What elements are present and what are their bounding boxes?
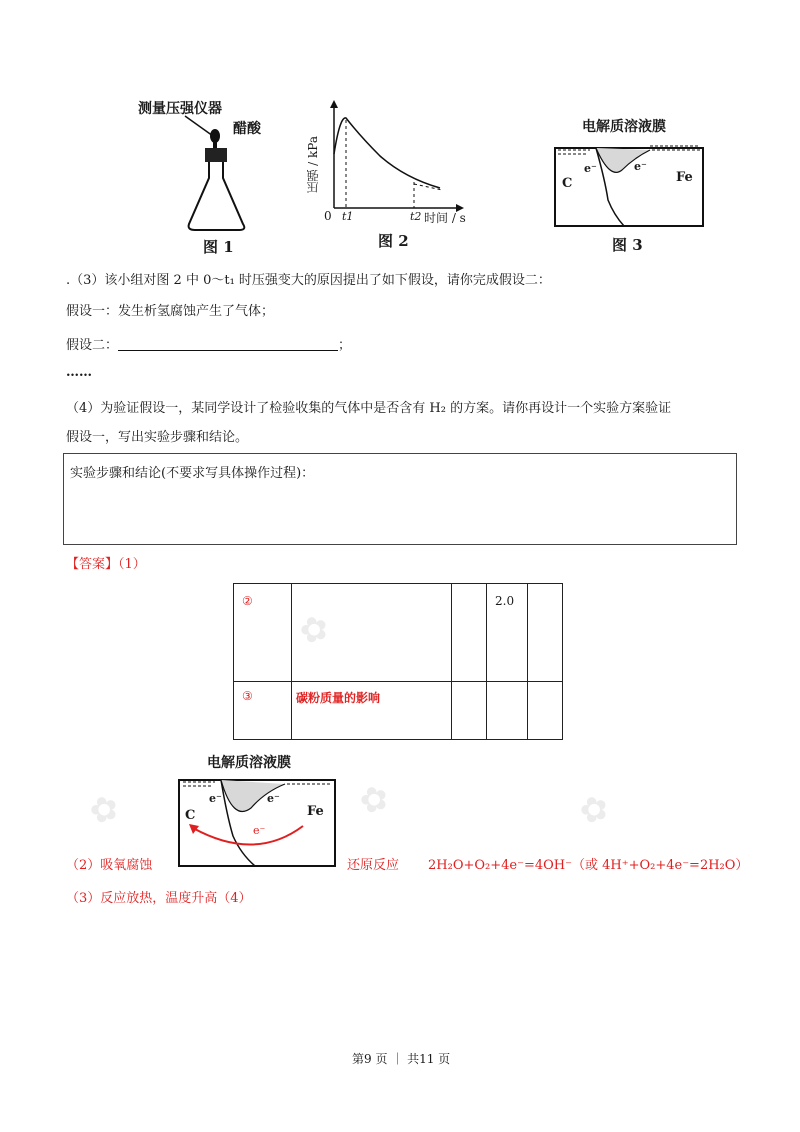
table-divider [234,681,562,682]
answer-2-left: （2）吸氧腐蚀 [66,858,153,873]
q3-ellipsis: …… [66,365,92,380]
fig2-xlabel: 时间 / s [424,211,466,225]
answer-fe-label: Fe [307,804,324,819]
table-divider [451,584,452,739]
answer-figure [175,752,340,870]
figure-2 [306,96,470,256]
q4-answer-box-label: 实验步骤和结论(不要求写具体操作过程)： [70,466,315,481]
answer-header: 【答案】（1） [66,557,146,572]
figure-3 [550,110,710,260]
table-row2-num: ③ [242,689,253,703]
watermark: ✿ [574,786,614,834]
answer-film-label: 电解质溶液膜 [207,755,291,771]
fig3-film-label: 电解质溶液膜 [582,119,666,135]
q3-intro: .（3）该小组对图 2 中 0～t₁ 时压强变大的原因提出了如下假设，请你完成假设二： [66,273,551,288]
answer-e1: e⁻ [209,792,222,805]
table-row1-num: ② [242,594,253,608]
fig1-caption: 图 1 [203,238,234,256]
watermark: ✿ [84,786,124,834]
fig2-t2: t2 [410,210,422,223]
answer-e3: e⁻ [253,824,266,837]
q3-hypothesis-2-label: 假设二： [66,338,119,353]
q3-hypothesis-2-blank[interactable] [118,336,338,351]
answer-3: （3）反应放热，温度升高（4） [66,891,252,906]
fig2-t1: t1 [342,210,354,223]
q3-hypothesis-1: 假设一：发生析氢腐蚀产生了气体； [66,304,275,319]
answer-table [233,583,563,740]
table-divider [291,584,292,739]
q4-line-2: 假设一，写出实验步骤和结论。 [66,430,249,445]
answer-2-equation: 2H₂O+O₂+4e⁻=4OH⁻（或 4H⁺+O₂+4e⁻=2H₂O） [428,858,749,873]
q4-line-1: （4）为验证假设一，某同学设计了检验收集的气体中是否含有 H₂ 的方案。请你再设计一个实验方案验证 [66,401,672,416]
table-divider [527,584,528,739]
figure-1 [125,96,285,256]
fig3-e2: e⁻ [634,160,647,173]
fig2-ylabel: 压强 / kPa [306,136,320,194]
table-row1-value: 2.0 [495,594,515,608]
fig3-c-label: C [562,176,573,191]
flask-diagram [125,96,285,236]
fig3-e1: e⁻ [584,162,597,175]
watermark: ✿ [354,776,394,824]
table-row2-text: 碳粉质量的影响 [296,691,381,705]
fig2-caption: 图 2 [378,232,409,250]
table-divider [486,584,487,739]
page-footer: 第9 页 ｜ 共11 页 [352,1052,451,1066]
q4-answer-box[interactable] [63,453,737,545]
fig1-gauge-label: 测量压强仪器 [138,101,222,117]
answer-e2: e⁻ [267,792,280,805]
fig3-fe-label: Fe [676,170,693,185]
fig3-caption: 图 3 [612,236,643,254]
fig1-acid-label: 醋酸 [233,121,261,137]
answer-c-label: C [185,808,196,823]
watermark: ✿ [294,606,334,654]
answer-2-mid: 还原反应 [347,858,400,873]
fig2-origin: 0 [324,209,332,223]
pressure-curve-chart [310,96,470,226]
q3-hypothesis-2 [66,336,351,355]
q3-hypothesis-2-end: ； [338,338,352,353]
